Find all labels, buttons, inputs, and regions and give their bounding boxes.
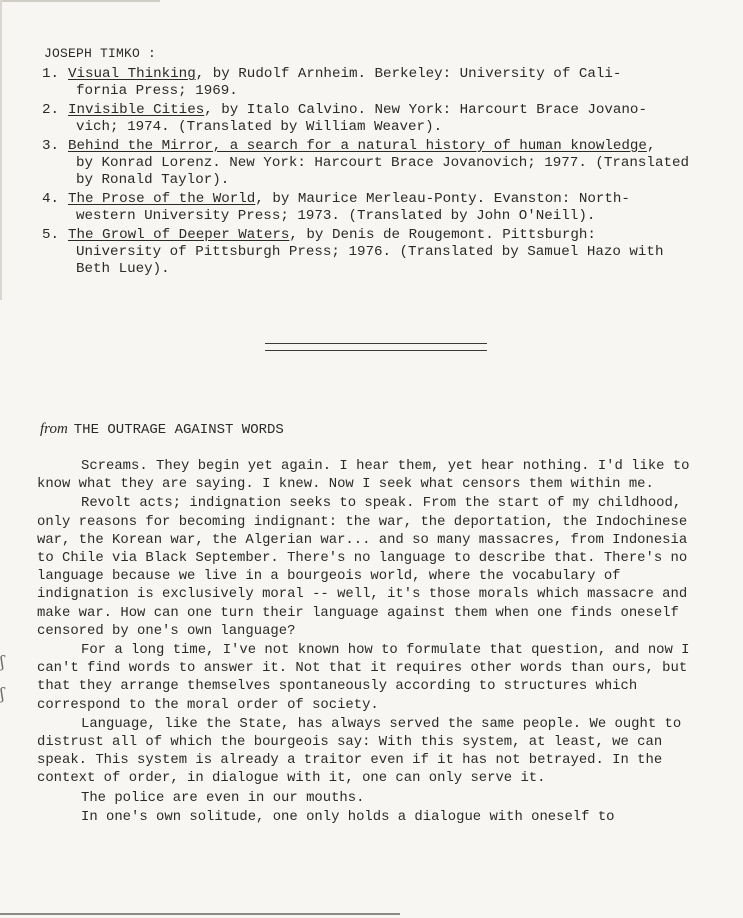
reference-number: 2.	[42, 101, 60, 118]
reference-item	[0, 227, 696, 279]
reference-title: Behind the Mirror, a search for a natural history of human knowledge	[68, 137, 647, 154]
essay-body	[37, 457, 707, 827]
reference-details: , by Italo Calvino. New York: Harcourt Brace Jovano-	[204, 101, 647, 118]
reference-number: 4.	[42, 190, 60, 207]
reference-item	[0, 66, 696, 101]
reference-continuation: western University Press; 1973. (Translated by John O'Neill).	[76, 208, 596, 225]
paragraph: Language, like the State, has always served the same people. We ought to distrust all of which the bourgeois say: With this system, at least, we can speak. This system is already a traitor even if it has not betrayed. In the context of order, in dialogue with it, one can only serve it.	[37, 715, 682, 787]
page-edge-top	[0, 0, 160, 2]
reference-continuation: vich; 1974. (Translated by William Weaver).	[76, 119, 443, 136]
from-label: from	[40, 421, 68, 437]
essay-title-text: THE OUTRAGE AGAINST WORDS	[73, 422, 284, 438]
reference-item	[0, 102, 696, 137]
essay-title	[40, 421, 284, 438]
reference-title: The Growl of Deeper Waters	[68, 226, 290, 243]
reference-title: The Prose of the World	[68, 190, 256, 207]
reference-number: 5.	[42, 226, 60, 243]
paragraph: In one's own solitude, one only holds a dialogue with oneself to	[81, 808, 615, 825]
paragraph: Screams. They begin yet again. I hear them, yet hear nothing. I'd like to know what they are saying. I knew. Now I seek what censors them within me.	[37, 458, 690, 493]
reference-details: , by Denis de Rougemont. Pittsburgh:	[289, 226, 596, 243]
bottom-page-rule	[0, 913, 400, 915]
reference-details: , by Maurice Merleau-Ponty. Evanston: North-	[255, 190, 630, 207]
reference-continuation: University of Pittsburgh Press; 1976. (Translated by Samuel Hazo with Beth Luey).	[76, 244, 664, 278]
reference-item	[0, 138, 696, 190]
reference-number: 3.	[42, 137, 60, 154]
reference-continuation: by Konrad Lorenz. New York: Harcourt Brace Jovanovich; 1977. (Translated by Ronald Taylor).	[76, 155, 689, 189]
reference-number: 1.	[42, 66, 60, 82]
margin-binding-mark: ʃ	[0, 652, 5, 671]
paragraph: For a long time, I've not known how to formulate that question, and now I can't find words to answer it. Not that it requires other words than ours, but that they arrange themselves spontaneously according to structures which correspond to the moral order of society.	[37, 642, 690, 713]
section-divider-top	[265, 343, 487, 344]
paragraph: Revolt acts; indignation seeks to speak. From the start of my childhood, only reasons for becoming indignant: the war, the deportation, the Indochinese war, the Korean war, the Algerian war... and so many massacres, from Indonesia to Chile via Black September. There's no language to describe that. There's no language because we live in a bourgeois world, where the vocabulary of indignation is exclusively moral -- well, it's those morals which massacre and make war. How can one turn their language against them when one finds oneself censored by one's own language?	[37, 495, 688, 639]
reference-continuation: fornia Press; 1969.	[76, 83, 238, 100]
reference-title: Invisible Cities	[68, 101, 205, 118]
reference-title: Visual Thinking	[68, 66, 196, 82]
reference-details: ,	[646, 137, 656, 154]
reference-details: , by Rudolf Arnheim. Berkeley: University of Cali-	[195, 66, 622, 82]
reference-list	[0, 66, 743, 280]
margin-binding-mark: ʃ	[0, 684, 5, 703]
author-heading: JOSEPH TIMKO :	[44, 46, 157, 61]
paragraph: The police are even in our mouths.	[81, 789, 365, 806]
reference-item	[0, 191, 696, 226]
section-divider-bottom	[265, 350, 487, 351]
